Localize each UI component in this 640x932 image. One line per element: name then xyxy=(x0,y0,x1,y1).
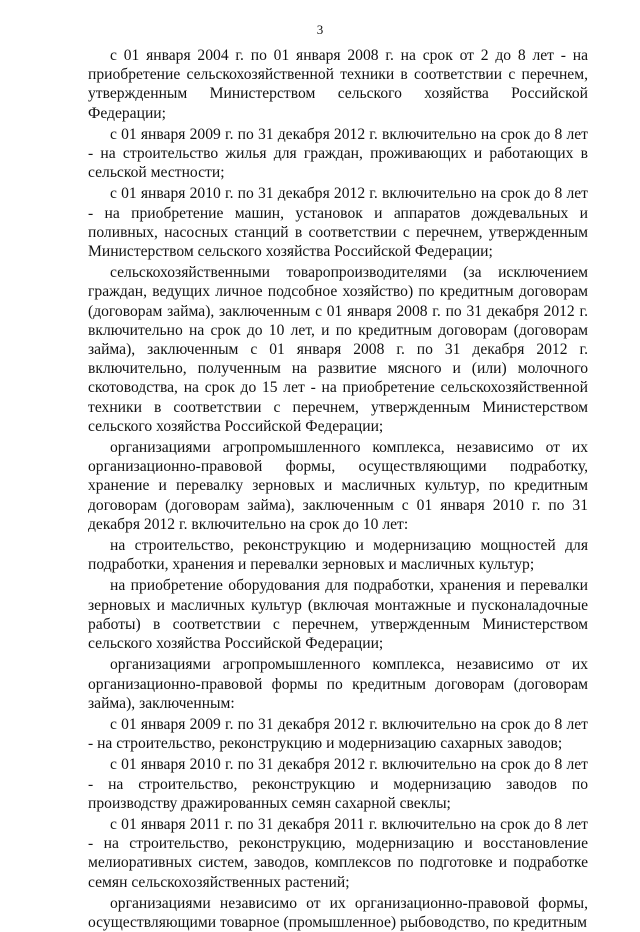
paragraph-6: на строительство, реконструкцию и модернизацию мощностей для подработки, хранения и перевалки зерновых и масличных культур; xyxy=(88,537,588,574)
paragraph-4: сельскохозяйственными товаропроизводителями (за исключением граждан, ведущих личное подсобное хозяйство) по кредитным договорам (договорам займа), заключенным с 01 января 2008 г. по 31 декабря 2012 г. включительно на срок до 10 лет, и по кредитным договорам (договорам займа), заключенным с 01 января 2008 г. по 31 декабря 2012 г. включительно, полученным на развитие мясного и (или) молочного скотоводства, на срок до 15 лет - на приобретение сельскохозяйственной техники в соответствии с перечнем, утвержденным Министерством сельского хозяйства Российской Федерации; xyxy=(88,264,588,435)
paragraph-9: с 01 января 2009 г. по 31 декабря 2012 г. включительно на срок до 8 лет - на строительство, реконструкцию и модернизацию сахарных заводов; xyxy=(88,715,588,753)
paragraph-10: с 01 января 2010 г. по 31 декабря 2012 г. включительно на срок до 8 лет - на строительство, реконструкцию и модернизацию заводов по производству дражированных семян сахарной свеклы; xyxy=(88,756,588,812)
paragraph-3: с 01 января 2010 г. по 31 декабря 2012 г. включительно на срок до 8 лет - на приобретение машин, установок и аппаратов дождевальных и поливных, насосных станций в соответствии с перечнем, утвержденным Министерством сельского хозяйства Российской Федерации; xyxy=(88,185,588,261)
paragraph-1: с 01 января 2004 г. по 01 января 2008 г. на срок от 2 до 8 лет - на приобретение сельскохозяйственной техники в соответствии с перечнем, утвержденным Министерством сельского хозяйства Российской Федерации; xyxy=(88,47,588,122)
paragraph-12: организациями независимо от их организационно-правовой формы, осуществляющими товарное (промышленное) рыбоводство, по кредитным xyxy=(88,894,588,931)
paragraph-7: на приобретение оборудования для подработки, хранения и перевалки зерновых и масличных культур (включая монтажные и пусконаладочные работы) в соответствии с перечнем, утвержденным Министерством сельского хозяйства Российской Федерации; xyxy=(88,577,588,653)
paragraph-2: с 01 января 2009 г. по 31 декабря 2012 г. включительно на срок до 8 лет - на строительство жилья для граждан, проживающих и работающих в сельской местности; xyxy=(88,125,588,182)
paragraph-8: организациями агропромышленного комплекса, независимо от их организационно-правовой формы по кредитным договорам (договорам займа), заключенным: xyxy=(88,656,588,712)
paragraph-11: с 01 января 2011 г. по 31 декабря 2011 г. включительно на срок до 8 лет - на строительство, реконструкцию, модернизацию и восстановление мелиоративных систем, заводов, комплексов по подготовке и подработке семян сельскохозяйственных растений; xyxy=(88,815,588,891)
document-body xyxy=(88,46,588,932)
page-number: 3 xyxy=(316,22,324,37)
paragraph-5: организациями агропромышленного комплекса, независимо от их организационно-правовой формы, осуществляющими подработку, хранение и перевалку зерновых и масличных культур, по кредитным договорам (договорам займа), заключенным с 01 января 2010 г. по 31 декабря 2012 г. включительно на срок до 10 лет: xyxy=(88,439,588,533)
